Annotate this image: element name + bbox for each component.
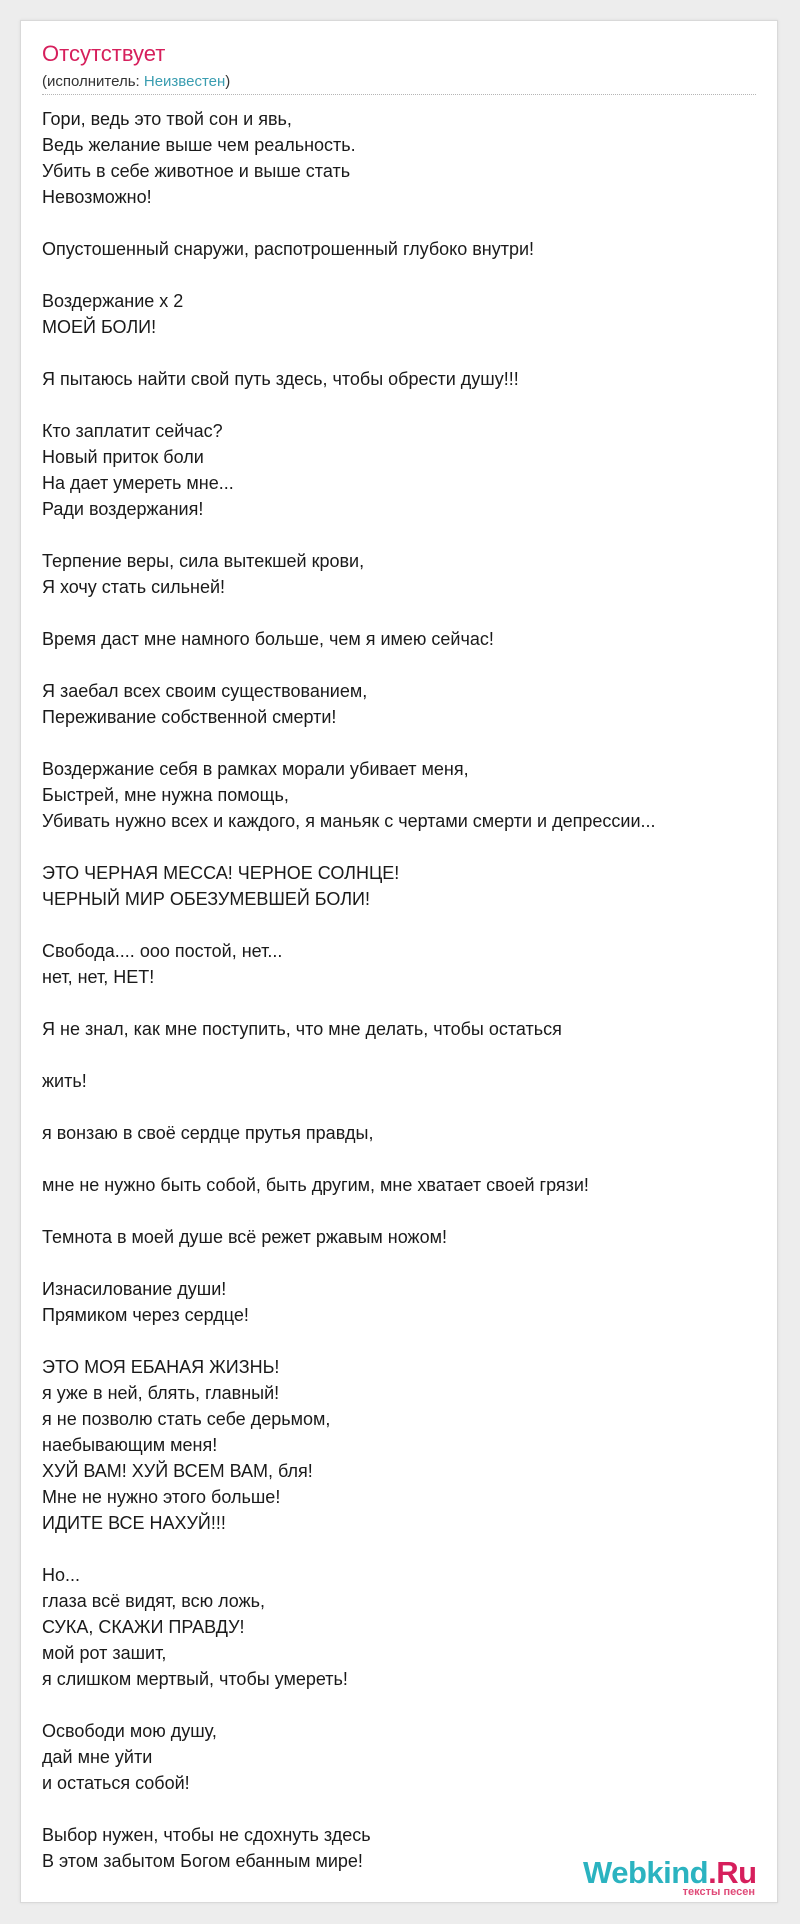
logo-suffix: .Ru [708, 1855, 757, 1890]
lyrics-line: ЧЕРНЫЙ МИР ОБЕЗУМЕВШЕЙ БОЛИ! [42, 889, 370, 909]
lyrics-line: На дает умереть мне... [42, 473, 234, 493]
lyrics-line: Быстрей, мне нужна помощь, [42, 785, 289, 805]
lyrics-line: наебывающим меня! [42, 1435, 218, 1455]
lyrics-stanza [42, 1016, 762, 1042]
site-logo[interactable] [583, 1857, 775, 1901]
lyrics-stanza [42, 626, 762, 652]
lyrics-line: дай мне уйти [42, 1747, 153, 1767]
artist-line [42, 74, 230, 89]
lyrics-stanza [42, 1120, 762, 1146]
lyrics-line: Гори, ведь это твой сон и явь, [42, 109, 292, 129]
lyrics-line: Убивать нужно всех и каждого, я маньяк с чертами смерти и депрессии... [42, 811, 656, 831]
lyrics-line: ЭТО ЧЕРНАЯ МЕССА! ЧЕРНОЕ СОЛНЦЕ! [42, 863, 400, 883]
lyrics-stanza [42, 366, 762, 392]
lyrics-line: Освободи мою душу, [42, 1721, 217, 1741]
lyrics-line: Прямиком через сердце! [42, 1305, 249, 1325]
lyrics-line: Мне не нужно этого больше! [42, 1487, 281, 1507]
lyrics-stanza [42, 938, 762, 990]
lyrics-line: Я заебал всех своим существованием, [42, 681, 368, 701]
divider [42, 94, 756, 95]
lyrics-stanza [42, 1068, 762, 1094]
logo-main-text: Webkind [583, 1855, 709, 1890]
lyrics-line: ЭТО МОЯ ЕБАНАЯ ЖИЗНЬ! [42, 1357, 280, 1377]
lyrics-line: нет, нет, НЕТ! [42, 967, 155, 987]
lyrics-line: мой рот зашит, [42, 1643, 167, 1663]
lyrics-stanza [42, 288, 762, 340]
lyrics-line: мне не нужно быть собой, быть другим, мне хватает своей грязи! [42, 1175, 589, 1195]
lyrics-line: Но... [42, 1565, 81, 1585]
lyrics-text [42, 106, 762, 1900]
lyrics-line: Убить в себе животное и выше стать [42, 161, 351, 181]
lyrics-stanza [42, 1718, 762, 1796]
lyrics-line: Я не знал, как мне поступить, что мне делать, чтобы остаться [42, 1019, 562, 1039]
lyrics-line: Свобода.... ооо постой, нет... [42, 941, 283, 961]
lyrics-line: Воздержание x 2 [42, 291, 184, 311]
lyrics-line: ХУЙ ВАМ! ХУЙ ВСЕМ ВАМ, бля! [42, 1461, 313, 1481]
logo-wordmark [583, 1857, 757, 1888]
lyrics-line: Переживание собственной смерти! [42, 707, 337, 727]
lyrics-line: Я пытаюсь найти свой путь здесь, чтобы обрести душу!!! [42, 369, 519, 389]
lyrics-stanza [42, 548, 762, 600]
lyrics-stanza [42, 106, 762, 210]
logo-tagline: тексты песен [682, 1886, 755, 1898]
lyrics-stanza [42, 1172, 762, 1198]
lyrics-line: ИДИТЕ ВСЕ НАХУЙ!!! [42, 1513, 226, 1533]
lyrics-line: Терпение веры, сила вытекшей крови, [42, 551, 365, 571]
lyrics-stanza [42, 756, 762, 834]
lyrics-line: Кто заплатит сейчас? [42, 421, 223, 441]
lyrics-line: Опустошенный снаружи, распотрошенный глубоко внутри! [42, 239, 535, 259]
lyrics-line: В этом забытом Богом ебанным мире! [42, 1851, 363, 1871]
artist-link[interactable]: Неизвестен [143, 73, 226, 90]
lyrics-line: жить! [42, 1071, 87, 1091]
artist-suffix: ) [225, 73, 231, 90]
lyrics-stanza [42, 418, 762, 522]
lyrics-stanza [42, 1354, 762, 1536]
lyrics-line: глаза всё видят, всю ложь, [42, 1591, 266, 1611]
lyrics-line: МОЕЙ БОЛИ! [42, 317, 157, 337]
lyrics-line: Воздержание себя в рамках морали убивает меня, [42, 759, 469, 779]
lyrics-line: я уже в ней, блять, главный! [42, 1383, 280, 1403]
artist-prefix: (исполнитель: [42, 73, 144, 90]
lyrics-line: я вонзаю в своё сердце прутья правды, [42, 1123, 374, 1143]
lyrics-line: Изнасилование души! [42, 1279, 227, 1299]
lyrics-line: Ведь желание выше чем реальность. [42, 135, 356, 155]
lyrics-line: Время даст мне намного больше, чем я имею сейчас! [42, 629, 494, 649]
lyrics-stanza [42, 1562, 762, 1692]
lyrics-card [20, 20, 778, 1903]
lyrics-line: Невозможно! [42, 187, 152, 207]
lyrics-stanza [42, 860, 762, 912]
lyrics-line: я слишком мертвый, чтобы умереть! [42, 1669, 348, 1689]
lyrics-stanza [42, 1224, 762, 1250]
lyrics-line: Выбор нужен, чтобы не сдохнуть здесь [42, 1825, 371, 1845]
song-title: Отсутствует [42, 41, 166, 66]
lyrics-line: и остаться собой! [42, 1773, 190, 1793]
lyrics-stanza [42, 1276, 762, 1328]
lyrics-line: СУКА, СКАЖИ ПРАВДУ! [42, 1617, 245, 1637]
lyrics-line: Ради воздержания! [42, 499, 204, 519]
lyrics-line: Я хочу стать сильней! [42, 577, 226, 597]
lyrics-line: Темнота в моей душе всё режет ржавым ножом! [42, 1227, 447, 1247]
lyrics-line: Новый приток боли [42, 447, 204, 467]
lyrics-line: я не позволю стать себе дерьмом, [42, 1409, 331, 1429]
lyrics-stanza [42, 678, 762, 730]
lyrics-stanza [42, 236, 762, 262]
